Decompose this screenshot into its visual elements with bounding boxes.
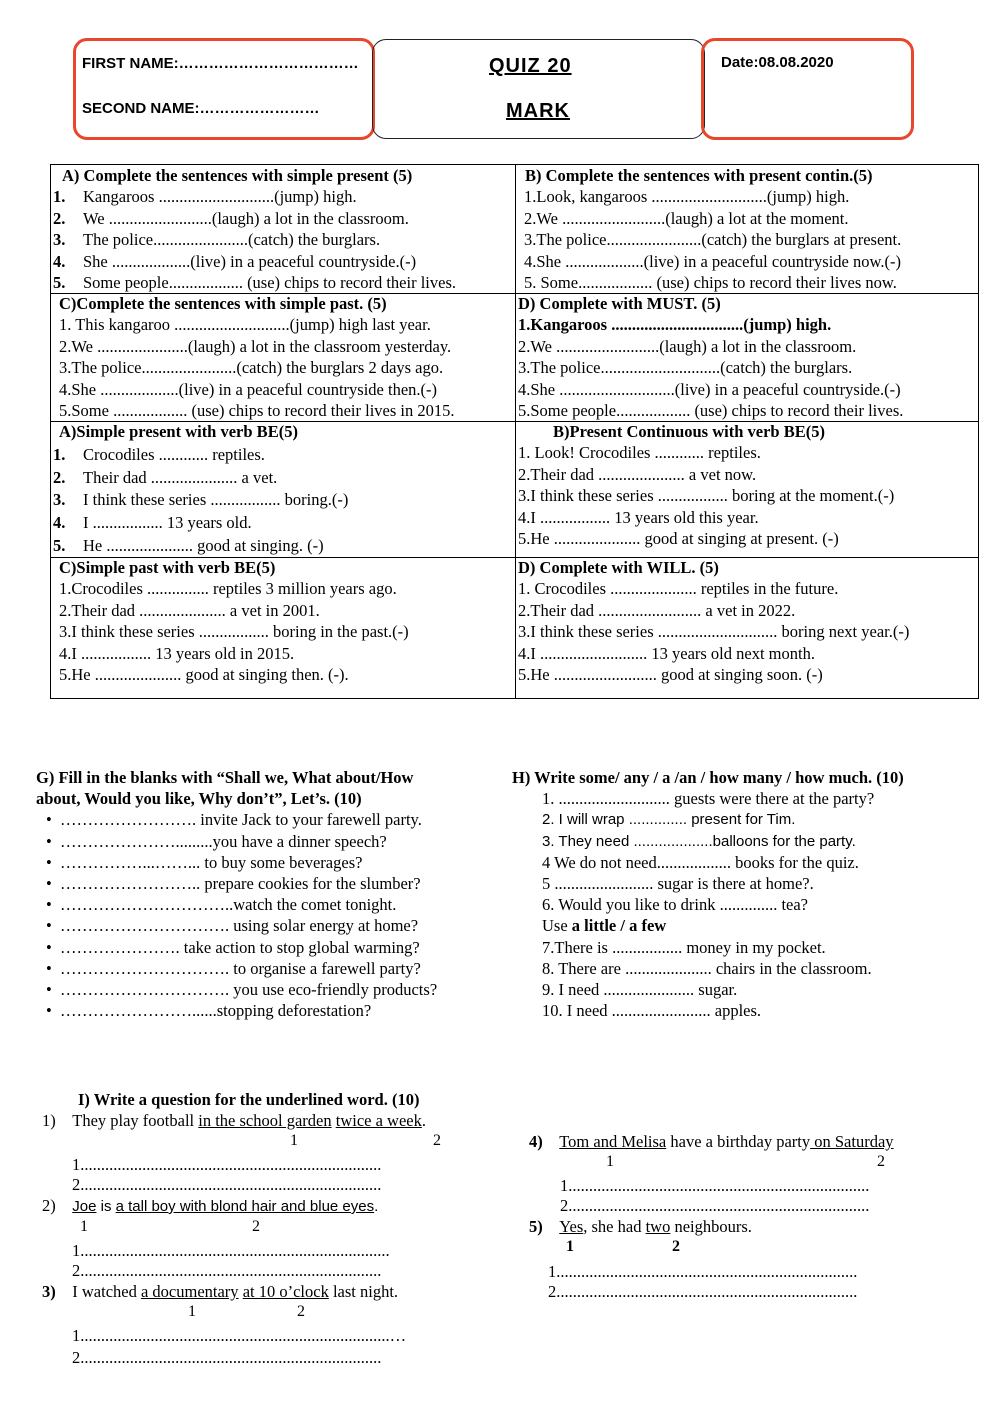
answer-line[interactable]: 2......................................................................... <box>72 1348 382 1367</box>
section-heading: C)Complete the sentences with simple past. (5) <box>59 294 387 313</box>
exercise-grid <box>50 164 979 699</box>
section-heading: B)Present Continuous with verb BE(5) <box>553 422 825 441</box>
answer-line[interactable]: 1........................................................................... <box>72 1241 390 1260</box>
underline-label: 1 <box>188 1303 196 1320</box>
section-heading: C)Simple past with verb BE(5) <box>59 558 276 577</box>
suggestion-item[interactable]: • ……………………. invite Jack to your farewell party. <box>46 809 437 830</box>
exercise-item[interactable]: 5. He ..................... good at singing. (-) <box>53 535 324 555</box>
sub-instruction: Use a little / a few <box>542 916 667 936</box>
quantifier-item[interactable]: 7.There is ................. money in my pocket. <box>542 937 826 957</box>
exercise-item[interactable]: 5. Some.................. (use) chips to record their lives now. <box>524 273 897 293</box>
exercise-item[interactable]: 3.I think these series ................. boring in the past.(-) <box>59 622 409 642</box>
exercise-item[interactable]: 2.Their dad ......................... a vet in 2022. <box>518 600 796 620</box>
suggestion-item[interactable]: • …………………. take action to stop global warming? <box>46 937 437 958</box>
underline-label: 2 <box>672 1238 680 1255</box>
section-g-past-be <box>59 557 409 685</box>
exercise-item[interactable]: 1.Crocodiles ............... reptiles 3 million years ago. <box>59 579 397 599</box>
suggestion-item[interactable]: • ……………...……... to buy some beverages? <box>46 852 437 873</box>
exercise-item[interactable]: 5.Some .................. (use) chips to record their lives in 2015. <box>59 401 455 421</box>
section-suggestions <box>36 767 437 1021</box>
exercise-item[interactable]: 2.Their dad ..................... a vet in 2001. <box>59 600 320 620</box>
section-c-simple-past <box>59 293 454 421</box>
grid-divider <box>515 165 516 698</box>
section-heading: B) Complete the sentences with present contin.(5) <box>525 166 873 185</box>
answer-line[interactable]: 1......................................................................... <box>560 1176 870 1195</box>
underline-label: 1 <box>290 1132 298 1149</box>
section-h-will <box>518 557 909 685</box>
section-heading: D) Complete with WILL. (5) <box>518 558 719 577</box>
exercise-item[interactable]: 3. The police.......................(catch) the burglars. <box>53 230 381 250</box>
exercise-item[interactable]: 3. I think these series ................. boring.(-) <box>53 490 349 510</box>
suggestion-item[interactable]: • …………………………. using solar energy at home? <box>46 915 437 936</box>
exercise-item[interactable]: 1. Kangaroos ............................(jump) high. <box>53 187 357 207</box>
section-f-continuous-be <box>518 421 894 549</box>
answer-line[interactable]: 1......................................................................... <box>72 1155 382 1174</box>
quantifier-item[interactable]: 4 We do not need.................. books for the quiz. <box>542 852 859 872</box>
quantifier-item[interactable]: 6. Would you like to drink .............. tea? <box>542 895 808 915</box>
exercise-item[interactable]: 3.The police.............................(catch) the burglars. <box>518 358 853 378</box>
underline-label: 2 <box>297 1303 305 1320</box>
exercise-item[interactable]: 3.I think these series ............................. boring next year.(-) <box>518 622 910 642</box>
exercise-item[interactable]: 3.I think these series ................. boring at the moment.(-) <box>518 486 895 506</box>
section-d-must <box>518 293 903 421</box>
question-1: 1) They play football in the school garden twice a week. <box>42 1111 426 1130</box>
exercise-item[interactable]: 4. She ...................(live) in a peaceful countryside.(-) <box>53 251 417 271</box>
section-heading: A) Complete the sentences with simple present (5) <box>62 166 413 185</box>
exercise-item[interactable]: 2. We .........................(laugh) a lot in the classroom. <box>53 208 409 228</box>
underline-label: 2 <box>252 1218 260 1235</box>
date-label: Date:08.08.2020 <box>721 54 834 71</box>
exercise-item[interactable]: 5.He ..................... good at singing then. (-). <box>59 665 349 685</box>
section-heading: D) Complete with MUST. (5) <box>518 294 721 313</box>
exercise-item[interactable]: 2.We .........................(laugh) a lot at the moment. <box>524 208 849 228</box>
section-heading: about, Would you like, Why don’t”, Let’s. (10) <box>36 789 362 809</box>
section-heading: G) Fill in the blanks with “Shall we, What about/How <box>36 768 414 787</box>
exercise-item[interactable]: 1. Crocodiles ..................... reptiles in the future. <box>518 579 839 599</box>
answer-line[interactable]: 2......................................................................... <box>548 1282 858 1301</box>
exercise-item[interactable]: 5.Some people.................. (use) chips to record their lives. <box>518 401 904 421</box>
suggestion-item[interactable]: • ………………….........you have a dinner speech? <box>46 831 437 852</box>
exercise-item[interactable]: 2.Their dad ..................... a vet now. <box>518 464 757 484</box>
answer-line[interactable]: 2......................................................................... <box>72 1175 382 1194</box>
exercise-item[interactable]: 2. Their dad ..................... a vet. <box>53 467 278 487</box>
quantifier-item[interactable]: 8. There are ..................... chairs in the classroom. <box>542 958 872 978</box>
section-e-present-be <box>53 421 349 558</box>
suggestion-item[interactable]: • …………………………. to organise a farewell party? <box>46 958 437 979</box>
suggestion-item[interactable]: • …………………….. prepare cookies for the slumber? <box>46 873 437 894</box>
answer-line[interactable]: 1...........................................................................… <box>72 1326 407 1345</box>
exercise-item[interactable]: 2.We ......................(laugh) a lot in the classroom yesterday. <box>59 336 452 356</box>
exercise-item[interactable]: 1. This kangaroo ............................(jump) high last year. <box>59 315 431 335</box>
section-heading: A)Simple present with verb BE(5) <box>59 422 298 441</box>
answer-line[interactable]: 1......................................................................... <box>548 1262 858 1281</box>
answer-line[interactable]: 2......................................................................... <box>560 1196 870 1215</box>
suggestion-item[interactable]: • …………………………. you use eco-friendly products? <box>46 979 437 1000</box>
exercise-item[interactable]: 4.I ................. 13 years old in 2015. <box>59 643 295 663</box>
underline-label: 1 <box>80 1218 88 1235</box>
second-name-field[interactable]: SECOND NAME:…………………… <box>82 100 320 117</box>
exercise-item[interactable]: 5. Some people.................. (use) chips to record their lives. <box>53 273 456 293</box>
section-heading: H) Write some/ any / a /an / how many / how much. (10) <box>512 768 904 787</box>
exercise-item[interactable]: 4.I .......................... 13 years old next month. <box>518 643 815 663</box>
exercise-item[interactable]: 3.The police.......................(catch) the burglars at present. <box>524 230 902 250</box>
quantifier-item[interactable]: 3. They need ...................balloons for the party. <box>542 832 856 850</box>
underline-label: 1 <box>606 1153 614 1170</box>
question-5: 5) Yes, she had two neighbours. <box>529 1217 752 1236</box>
exercise-item[interactable]: 3.The police.......................(catch) the burglars 2 days ago. <box>59 358 444 378</box>
section-a-simple-present <box>53 165 456 293</box>
exercise-item[interactable]: 4.She ...................(live) in a peaceful countryside now.(-) <box>524 251 901 271</box>
exercise-item[interactable]: 5.He ..................... good at singing at present. (-) <box>518 529 839 549</box>
section-b-present-continuous <box>524 165 901 293</box>
underline-label: 2 <box>877 1153 885 1170</box>
exercise-item[interactable]: 4.She ...................(live) in a peaceful countryside then.(-) <box>59 379 438 399</box>
suggestion-item[interactable]: • ……………………......stopping deforestation? <box>46 1000 437 1021</box>
quantifier-item[interactable]: 9. I need ...................... sugar. <box>542 980 738 1000</box>
name-box <box>73 38 375 140</box>
question-3: 3) I watched a documentary at 10 o’clock last night. <box>42 1282 399 1301</box>
quiz-title: QUIZ 20 <box>489 55 572 77</box>
underline-label: 1 <box>566 1238 574 1255</box>
suggestion-item[interactable]: • …………………………..watch the comet tonight. <box>46 894 437 915</box>
section-questions-heading: I) Write a question for the underlined word. (10) <box>78 1090 420 1109</box>
question-2: 2) Joe is a tall boy with blond hair and blue eyes. <box>42 1196 379 1215</box>
exercise-item[interactable]: 1.Kangaroos ................................(jump) high. <box>518 315 832 335</box>
quantifier-item[interactable]: 2. I will wrap .............. present for Tim. <box>542 811 796 829</box>
exercise-item[interactable]: 4. I ................. 13 years old. <box>53 513 252 533</box>
first-name-field[interactable]: FIRST NAME:……………………………… <box>82 55 359 72</box>
quantifier-item[interactable]: 5 ........................ sugar is there at home?. <box>542 874 814 894</box>
exercise-item[interactable]: 5.He ......................... good at singing soon. (-) <box>518 665 823 685</box>
exercise-item[interactable]: 1. Look! Crocodiles ............ reptiles. <box>518 443 761 463</box>
underline-label: 2 <box>433 1132 441 1149</box>
exercise-item[interactable]: 1. Crocodiles ............ reptiles. <box>53 444 265 464</box>
exercise-item[interactable]: 4.I ................. 13 years old this year. <box>518 507 759 527</box>
quantifier-item[interactable]: 1. ........................... guests were there at the party? <box>542 789 875 809</box>
exercise-item[interactable]: 1.Look, kangaroos ............................(jump) high. <box>524 187 850 207</box>
title-box <box>372 39 705 139</box>
exercise-item[interactable]: 4.She ............................(live) in a peaceful countryside.(-) <box>518 379 901 399</box>
mark-label: MARK <box>506 100 570 122</box>
quantifier-item[interactable]: 10. I need ........................ apples. <box>542 1001 762 1021</box>
section-quantifiers <box>512 767 904 1021</box>
exercise-item[interactable]: 2.We .........................(laugh) a lot in the classroom. <box>518 336 857 356</box>
question-4: 4) Tom and Melisa have a birthday party on Saturday <box>529 1132 894 1151</box>
answer-line[interactable]: 2......................................................................... <box>72 1261 382 1280</box>
